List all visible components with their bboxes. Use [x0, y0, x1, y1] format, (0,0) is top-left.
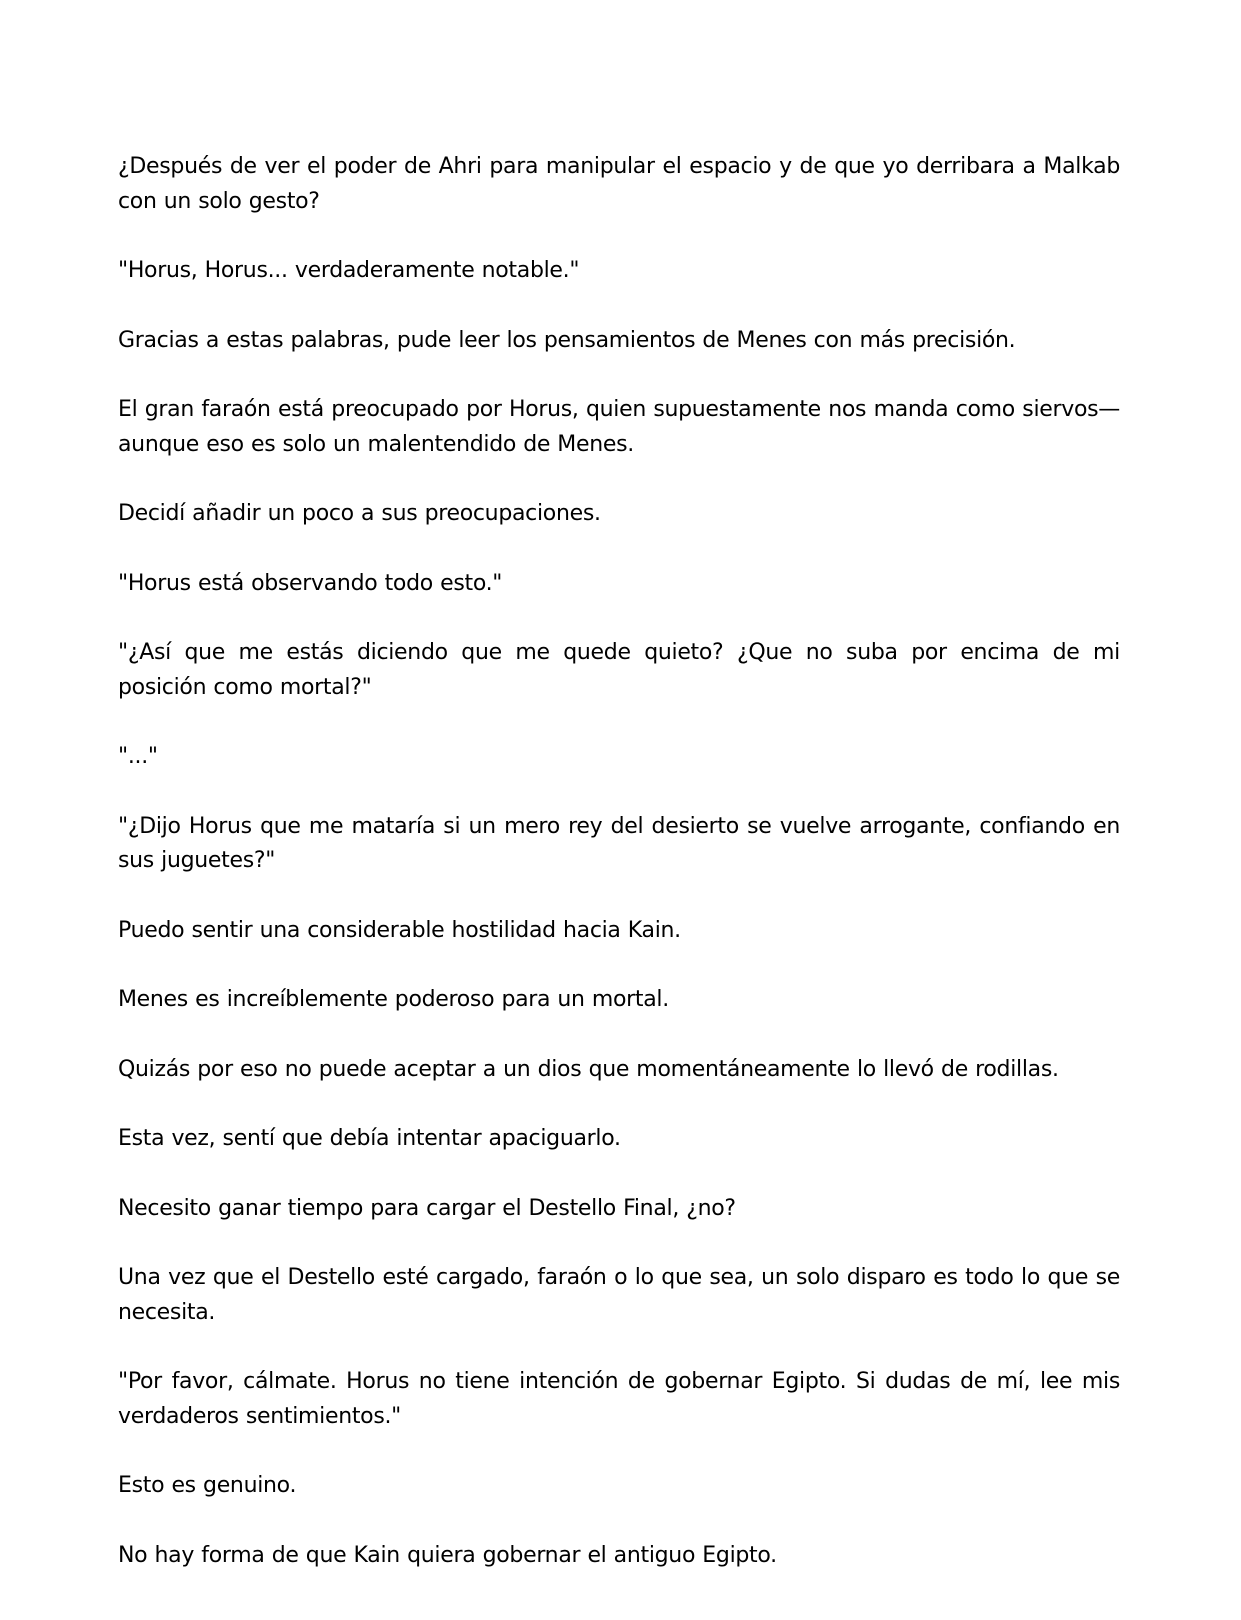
paragraph-17: Esto es genuino.	[118, 1473, 297, 1498]
paragraph-14: Necesito ganar tiempo para cargar el Destello Final, ¿no?	[118, 1195, 736, 1221]
paragraph-12: Quizás por eso no puede aceptar a un dios que momentáneamente lo llevó de rodillas.	[118, 1056, 1059, 1082]
paragraph-9: "¿Dijo Horus que me mataría si un mero rey del desierto se vuelve arrogante, confiando en sus juguetes?"	[118, 813, 1120, 873]
paragraph-13: Esta vez, sentí que debía intentar apaciguarlo.	[118, 1126, 621, 1151]
paragraph-10: Puedo sentir una considerable hostilidad hacia Kain.	[118, 917, 681, 943]
paragraph-2: "Horus, Horus... verdaderamente notable."	[118, 258, 580, 283]
paragraph-6: "Horus está observando todo esto."	[118, 570, 503, 596]
paragraph-7: "¿Así que me estás diciendo que me quede quieto? ¿Que no suba por encima de mi posición como mortal?"	[118, 640, 1120, 700]
paragraph-5: Decidí añadir un poco a sus preocupaciones.	[118, 501, 601, 526]
paragraph-16: "Por favor, cálmate. Horus no tiene intención de gobernar Egipto. Si dudas de mí, lee mis verdaderos sentimientos."	[118, 1369, 1120, 1429]
paragraph-11: Menes es increíblemente poderoso para un mortal.	[118, 987, 669, 1012]
paragraph-15: Una vez que el Destello esté cargado, faraón o lo que sea, un solo disparo es todo lo que se necesita.	[118, 1265, 1120, 1325]
paragraph-3: Gracias a estas palabras, pude leer los pensamientos de Menes con más precisión.	[118, 327, 1016, 353]
paragraph-4: El gran faraón está preocupado por Horus, quien supuestamente nos manda como siervos—aunque eso es solo un malentendido de Menes.	[118, 397, 1120, 457]
paragraph-1: ¿Después de ver el poder de Ahri para manipular el espacio y de que yo derribara a Malkab con un solo gesto?	[118, 154, 1120, 214]
paragraph-18: No hay forma de que Kain quiera gobernar el antiguo Egipto.	[118, 1542, 777, 1568]
document-body	[118, 150, 1120, 1573]
paragraph-8: "..."	[118, 744, 158, 769]
